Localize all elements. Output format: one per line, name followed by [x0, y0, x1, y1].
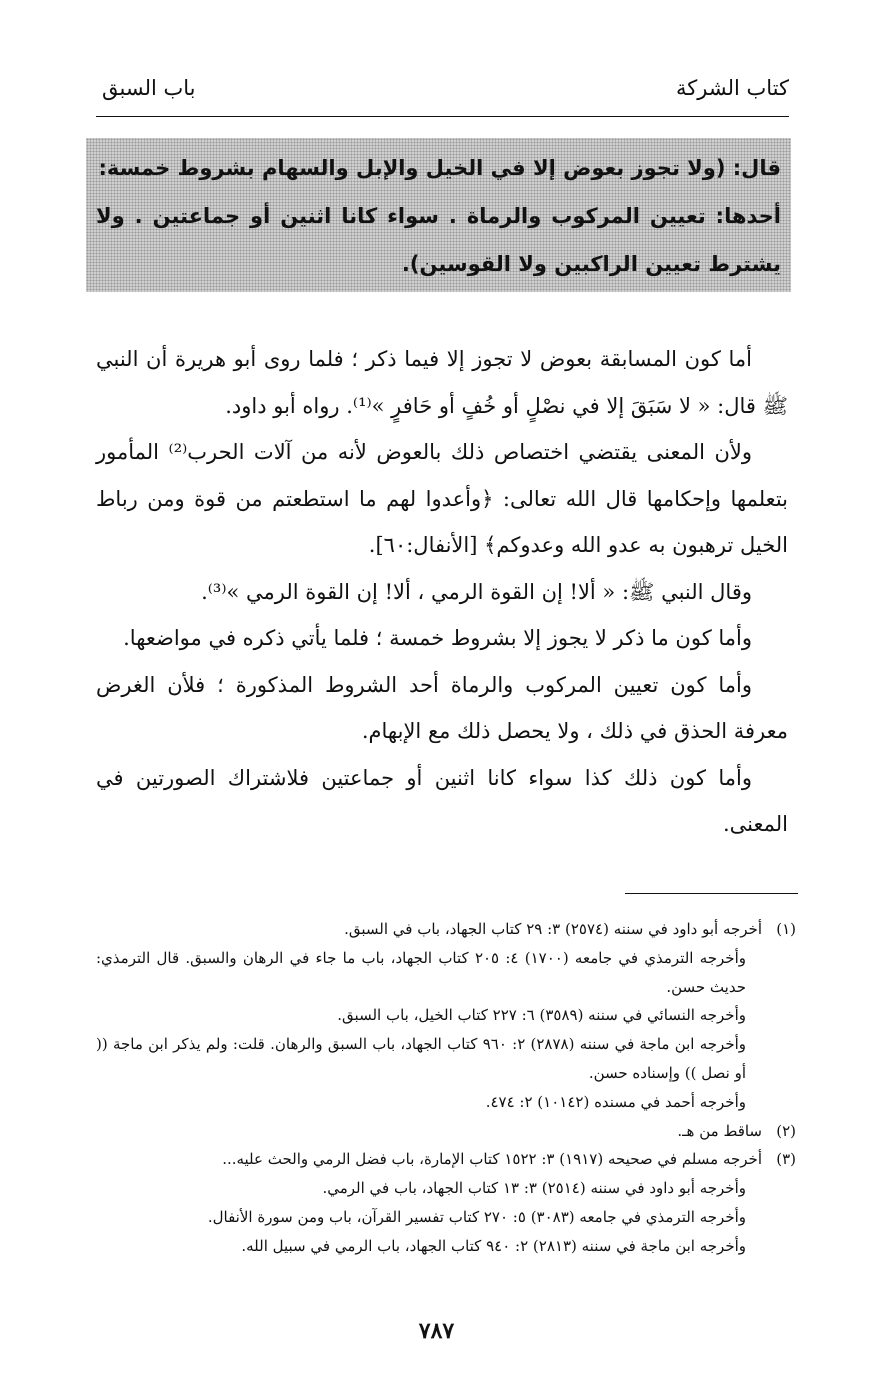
page-number: ٧٨٧: [418, 1318, 455, 1344]
footnote-2: [96, 1117, 796, 1146]
paragraph: وأما كون تعيين المركوب والرماة أحد الشروط المذكورة ؛ فلأن الغرض معرفة الحذق في ذلك ، ولا يحصل ذلك مع الإبهام.: [96, 672, 788, 743]
footnote-line: أخرجه أبو داود في سننه (٢٥٧٤) ٣: ٢٩ كتاب الجهاد، باب في السبق.: [344, 920, 762, 938]
paragraph: أما كون المسابقة بعوض لا تجوز إلا فيما ذكر ؛ فلما روى أبو هريرة أن النبي ﷺ قال: « لا سَبَقَ إلا في نصْلٍ أو خُفٍ أو حَافرٍ »⁽¹⁾. رواه أبو داود.: [96, 347, 788, 418]
footnote-3: [96, 1145, 796, 1260]
footnote-number: (٢): [776, 1121, 796, 1140]
footnote-line: وأخرجه ابن ماجة في سننه (٢٨١٣) ٢: ٩٤٠ كتاب الجهاد، باب الرمي في سبيل الله.: [241, 1236, 746, 1255]
matn-line: أحدها: تعيين المركوب والرماة . سواء كانا اثنين أو جماعتين . ولا يشترط تعيين الراكبين ولا القوسين).: [96, 204, 781, 276]
matn-line: قال: (ولا تجوز بعوض إلا في الخيل والإبل والسهام بشروط خمسة:: [98, 156, 781, 180]
footnote-1: [96, 915, 796, 1117]
paragraph: وأما كون ذلك كذا سواء كانا اثنين أو جماعتين فلاشتراك الصورتين في المعنى.: [96, 765, 788, 836]
footnote-line: وأخرجه أحمد في مسنده (١٠١٤٢) ٢: ٤٧٤.: [485, 1092, 746, 1111]
footnote-separator: [625, 893, 798, 894]
paragraph: ولأن المعنى يقتضي اختصاص ذلك بالعوض لأنه من آلات الحرب⁽²⁾ المأمور بتعلمها وإحكامها قال الله تعالى: ﴿وأعدوا لهم ما استطعتم من قوة ومن رباط الخيل ترهبون به عدو الله وعدوكم﴾ [الأنفال:٦٠].: [96, 440, 788, 557]
commentary: [96, 336, 788, 848]
running-header: [96, 70, 789, 117]
paragraph: وأما كون ما ذكر لا يجوز إلا بشروط خمسة ؛ فلما يأتي ذكره في مواضعها.: [123, 626, 752, 650]
matn-box: [86, 138, 791, 292]
footnote-number: (٣): [776, 1150, 796, 1169]
book-title: كتاب الشركة: [676, 76, 789, 100]
footnote-line: ساقط من هـ.: [677, 1121, 762, 1140]
chapter-title: باب السبق: [102, 76, 196, 100]
footnote-line: وأخرجه ابن ماجة في سننه (٢٨٧٨) ٢: ٩٦٠ كتاب الجهاد، باب السبق والرهان. قلت: ولم يذكر ابن ماجة (( أو نصل )) وإسناده حسن.: [96, 1035, 747, 1082]
paragraph: وقال النبي ﷺ: « ألا! إن القوة الرمي ، ألا! إن القوة الرمي »⁽³⁾.: [201, 579, 752, 604]
footnote-line: وأخرجه الترمذي في جامعه (٣٠٨٣) ٥: ٢٧٠ كتاب تفسير القرآن، باب ومن سورة الأنفال.: [207, 1207, 746, 1226]
footnotes: [96, 915, 796, 1261]
footnote-line: وأخرجه الترمذي في جامعه (١٧٠٠) ٤: ٢٠٥ كتاب الجهاد، باب ما جاء في الرهان والسبق. قال الترمذي: حديث حسن.: [96, 948, 746, 996]
footnote-line: وأخرجه أبو داود في سننه (٢٥١٤) ٣: ١٣ كتاب الجهاد، باب في الرمي.: [322, 1179, 746, 1198]
footnote-number: (١): [776, 920, 796, 938]
footnote-line: أخرجه مسلم في صحيحه (١٩١٧) ٣: ١٥٢٢ كتاب الإمارة، باب فضل الرمي والحث عليه...: [222, 1150, 762, 1169]
footnote-line: وأخرجه النسائي في سننه (٣٥٨٩) ٦: ٢٢٧ كتاب الخيل، باب السبق.: [337, 1006, 746, 1025]
